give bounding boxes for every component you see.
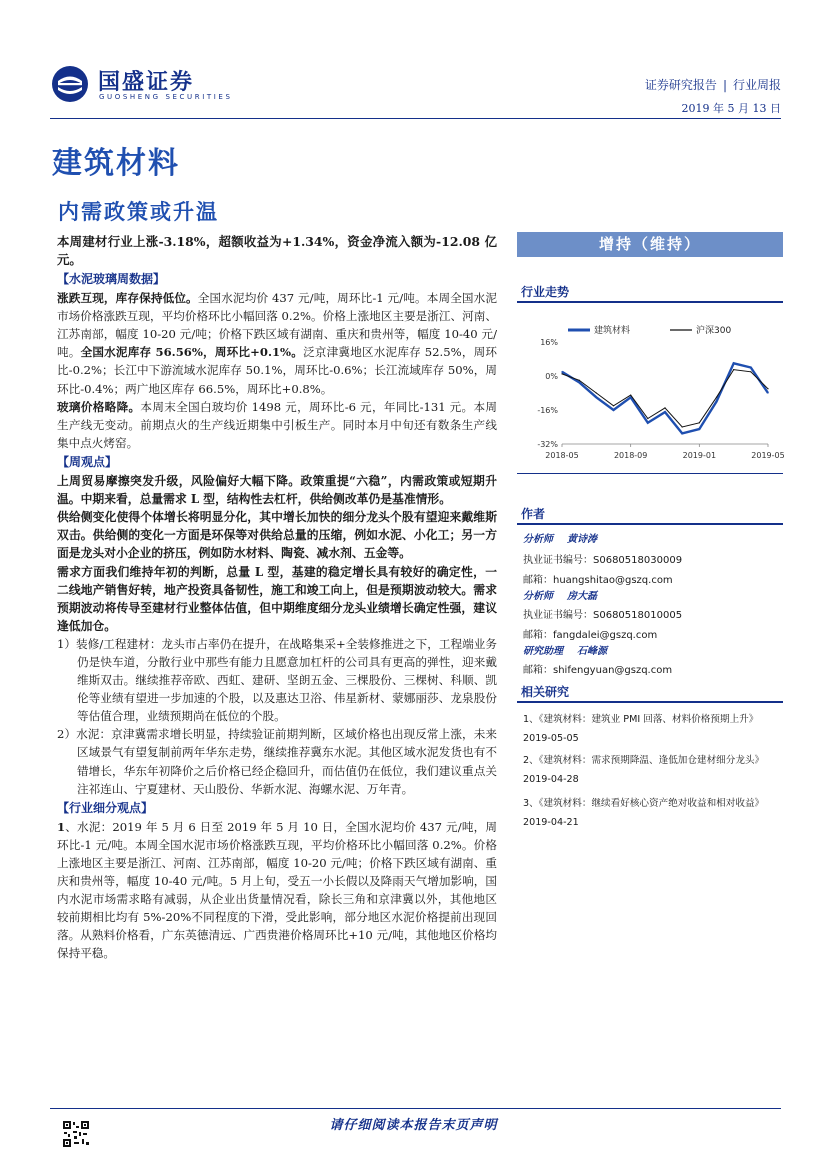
data-point: [613, 409, 614, 410]
data-point: [750, 371, 751, 372]
brand-logo: [50, 62, 250, 106]
report-type-label: 证券研究报告: [644, 78, 717, 92]
report-kind-label: 行业周报: [732, 78, 781, 92]
x-tick-label: 2019-05: [751, 451, 785, 460]
series-line-csi300: [562, 370, 768, 427]
data-point: [716, 397, 717, 398]
author-2-role: 分析师: [523, 591, 553, 602]
legend-label: 沪深300: [696, 326, 732, 336]
sub-paragraph-1: [57, 818, 497, 963]
view-paragraph-1: 上周贸易摩擦突发升级，风险偏好大幅下降。政策重提“六稳”，内需政策或短期升温。中期来看，总量需求 L 型，结构性去杠杆，供给侧改革仍是基准情形。: [57, 474, 497, 507]
data-point: [699, 429, 700, 430]
section-tag-sub: 【行业细分观点】: [57, 800, 154, 815]
author-3-name: 石峰源: [577, 646, 607, 657]
trend-divider: [517, 301, 783, 303]
header-separator: |: [722, 78, 727, 92]
author-2-cert: [523, 606, 682, 621]
x-tick-label: 2018-09: [613, 451, 648, 460]
author-2-cert-label: 执业证书编号：: [523, 610, 593, 621]
author-3-email-value[interactable]: shifengyuan@gszq.com: [553, 665, 673, 676]
lead-summary: 本周建材行业上涨-3.18%，超额收益为+1.34%，资金净流入额为-12.08 亿元。: [57, 234, 497, 267]
data-point: [682, 433, 683, 434]
glass-headline: 玻璃价格略降。: [57, 399, 141, 414]
author-1-cert: [523, 551, 682, 566]
author-1-cert-label: 执业证书编号：: [523, 555, 593, 566]
rating-badge: 增持（维持）: [517, 232, 783, 257]
author-3-role: 研究助理: [523, 646, 563, 657]
data-point: [699, 422, 700, 423]
related-divider: [517, 701, 783, 703]
report-type: [645, 76, 781, 93]
cement-inventory-detail: 泛京津冀地区水泥库存 52.5%，周环比-0.2%；长江中下游流域水泥库存 50.1%，周环比-0.6%；长江流域库存 50%，周环比-0.4%；两广地区库存 66.5%，周环比+0.8%。: [57, 345, 497, 396]
data-point: [664, 412, 665, 413]
data-point: [682, 426, 683, 427]
author-2-email: [523, 626, 657, 641]
glass-body: 本周末全国白玻均价 1498 元，周环比-6 元，年同比-131 元。本周生产线无变动。前期点火的生产线近期集中引板生产。同时本月中旬还有数条生产线集中点火烤窑。: [57, 399, 497, 450]
main-text: [57, 233, 497, 963]
sector-title: 建筑材料: [52, 146, 180, 181]
data-point: [613, 405, 614, 406]
data-point: [561, 373, 562, 374]
y-tick-label: 0%: [545, 372, 558, 381]
sub-body: 、水泥：2019 年 5 月 6 日至 2019 年 5 月 10 日，全国水泥均价 437 元/吨，周环比-1 元/吨。本周全国水泥市场价格涨跌互现，平均价格环比小幅回落 0.2%。价格上涨地区主要是浙江、河南、江苏南部，幅度 10-20 元/吨；价格下跌区域有湖南、重庆和贵州等，幅度 10-40 元/吨。5 月上旬，受五一小长假以及降雨天气增加影响，国内水泥市场需求略有减弱，从企业出货量情况看，除长三角和京津冀以外，其他地区较前期相比均有 5%-20%不同程度的下滑，受此影响，部分地区水泥价格提前出现回落。从熟料价格看，广东英德清远、广西贵港价格周环比+10 元/吨，其他地区价格均保持平稳。: [57, 819, 497, 961]
related-item-1-date: 2019-05-05: [523, 733, 579, 744]
y-tick-label: 16%: [540, 338, 558, 347]
author-1-email-value[interactable]: huangshitao@gszq.com: [553, 575, 673, 586]
brand-name: 国盛证券: [98, 70, 195, 95]
series-line-building-materials: [562, 363, 768, 433]
report-date: 2019 年 5 月 13 日: [681, 102, 781, 115]
section-tag-data: 【水泥玻璃周数据】: [57, 272, 166, 286]
data-point: [767, 392, 768, 393]
author-1-email: [523, 571, 673, 586]
author-1-line: [523, 530, 597, 545]
author-1-email-label: 邮箱：: [523, 575, 553, 586]
legend-label: 建筑材料: [594, 326, 631, 336]
y-tick-label: -32%: [537, 440, 558, 449]
cement-headline: 涨跌互现，库存保持低位。: [57, 291, 198, 306]
cement-inventory: 全国水泥库存 56.56%，周环比+0.1%。: [80, 345, 304, 360]
authors-heading: 作者: [521, 507, 546, 521]
data-point: [767, 388, 768, 389]
data-point: [596, 397, 597, 398]
author-2-name: 房大磊: [567, 591, 597, 602]
y-tick-label: -16%: [537, 406, 558, 415]
section-tag-view: 【周观点】: [57, 454, 118, 469]
view-paragraph-2: 供给侧变化使得个体增长将明显分化，其中增长加快的细分龙头个股有望迎来戴维斯双击。供给侧的变化一方面是环保等对供给总量的压缩，例如水泥、小化工；另一方面是龙头对小企业的挤压，例如防水材料、陶瓷、减水剂、五金等。: [57, 510, 497, 561]
author-2-line: [523, 587, 597, 602]
view-item-1: 1）装修/工程建材：龙头市占率仍在提升，在战略集采+全装修推进之下，工程端业务仍是快车道，分散行业中那些有能力且愿意加杠杆的公司具有更高的弹性，迎来戴维斯双击。继续推荐帝欧、西虹、建研、坚朗五金、三棵股份、三棵树、科顺、凯伦等业绩有望进一步加速的个股，以及惠达卫浴、伟星新材、蒙娜丽莎、龙泉股份等估值合理，业绩预期尚在低位的个股。: [57, 636, 497, 724]
data-point: [647, 422, 648, 423]
trend-chart: [520, 322, 785, 467]
data-point: [647, 418, 648, 419]
related-item-2-date: 2019-04-28: [523, 774, 579, 785]
report-title: 内需政策或升温: [58, 199, 219, 224]
related-item-3-title[interactable]: 3、《建筑材料：继续看好核心资产绝对收益和相对收益》: [523, 798, 765, 809]
trend-heading: 行业走势: [521, 285, 570, 299]
data-point: [664, 407, 665, 408]
related-item-3-date: 2019-04-21: [523, 817, 579, 828]
data-point: [750, 367, 751, 368]
data-point: [579, 380, 580, 381]
logo-icon: [50, 64, 90, 104]
data-point: [561, 371, 562, 372]
author-3-line: [523, 642, 607, 657]
view-item-2: 2）水泥：京津冀需求增长明显，持续验证前期判断，区域价格也出现反常上涨，未来区域景气有望复制前两年华东走势，继续推荐冀东水泥。其他区域水泥发货也有不错增长，华东年初降价之后价格已经企稳回升，而估值仍在低位，我们建议重点关注祁连山、宁夏建材、天山股份、华新水泥、海螺水泥、万年青。: [57, 727, 497, 796]
header-divider: [50, 118, 781, 119]
data-point: [596, 392, 597, 393]
sub-number: 1: [57, 819, 66, 834]
author-3-email: [523, 661, 672, 676]
view-paragraph-3: 需求方面我们维持年初的判断，总量 L 型，基建的稳定增长具有较好的确定性，一二线地产销售好转，地产投资具备韧性，施工和竣工向上，但是预期波动较大。需求预期波动将传导至建材行业整体估值，但中期维度细分龙头业绩增长确定性强，建议逢低加仓。: [57, 564, 497, 633]
author-3-email-label: 邮箱：: [523, 665, 553, 676]
footer-divider: [50, 1108, 781, 1109]
footer-disclaimer: 请仔细阅读本报告末页声明: [329, 1118, 498, 1133]
author-1-role: 分析师: [523, 534, 553, 545]
trend-chart-svg: [520, 322, 785, 467]
author-1-cert-value: S0680518030009: [593, 555, 683, 566]
related-item-1-title[interactable]: 1、《建筑材料：建筑业 PMI 回落、材料价格预期上升》: [523, 714, 759, 725]
data-point: [579, 382, 580, 383]
data-point: [733, 369, 734, 370]
data-point: [630, 395, 631, 396]
x-tick-label: 2018-05: [545, 451, 579, 460]
data-point: [716, 401, 717, 402]
data-point: [630, 397, 631, 398]
cement-paragraph: [57, 289, 497, 398]
glass-paragraph: [57, 398, 497, 452]
related-item-2-title[interactable]: 2、《建筑材料：需求预期降温、逢低加仓建材细分龙头》: [523, 755, 765, 766]
cement-body: 全国水泥均价 437 元/吨，周环比-1 元/吨。本周全国水泥市场价格涨跌互现，平均价格环比小幅回落 0.2%。价格上涨地区主要是浙江、河南、江苏南部，幅度 10-20 元/吨；价格下跌区域有湖南、重庆和贵州等，幅度 10-40 元/吨。: [57, 291, 497, 360]
chart-bottom-divider: [517, 473, 783, 474]
related-heading: 相关研究: [521, 685, 570, 699]
brand-name-en: GUOSHENG SECURITIES: [99, 93, 233, 101]
data-point: [733, 363, 734, 364]
author-2-email-label: 邮箱：: [523, 630, 553, 641]
x-tick-label: 2019-01: [682, 451, 717, 460]
author-2-cert-value: S0680518010005: [593, 610, 683, 621]
authors-divider: [517, 523, 783, 525]
author-2-email-value[interactable]: fangdalei@gszq.com: [553, 630, 658, 641]
author-1-name: 黄诗涛: [567, 534, 597, 545]
